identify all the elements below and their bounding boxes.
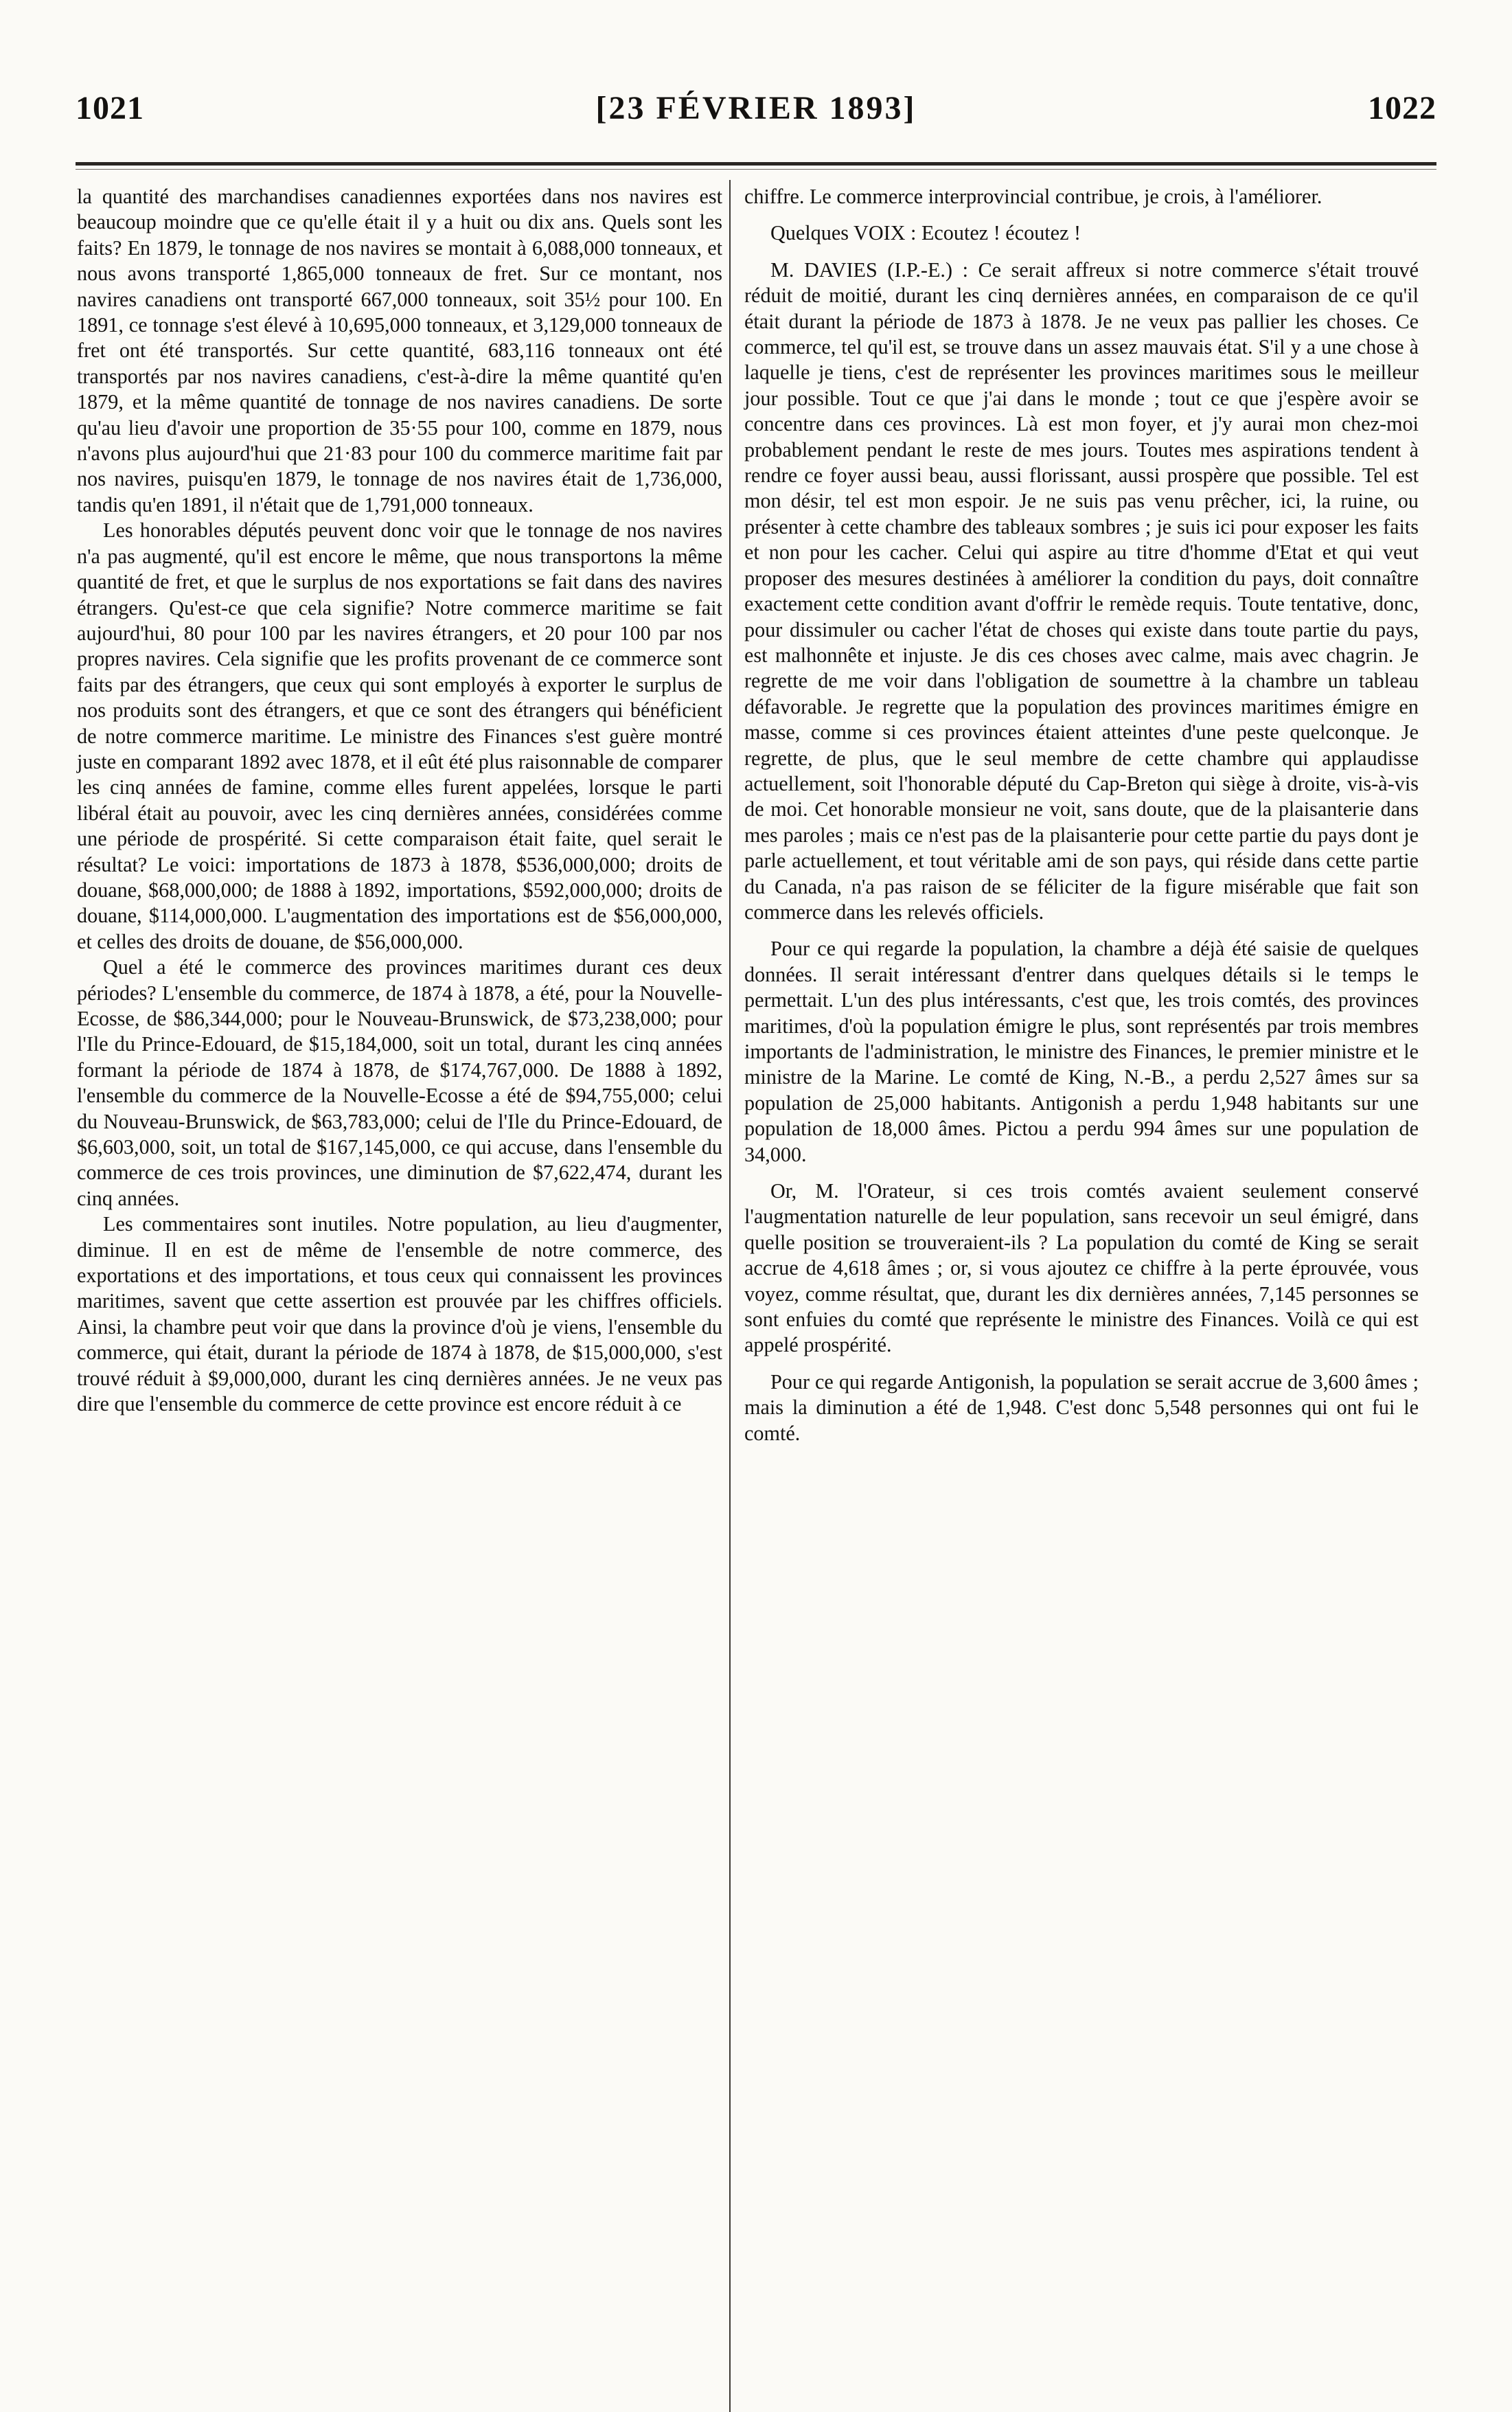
right-paragraph-5: Or, M. l'Orateur, si ces trois comtés avaient seulement conservé l'augmentation naturelle de leur population, sans recevoir un seul émigré, dans quelle position se trouveraient-ils ? La population du comté de King se serait accrue de 4,618 âmes ; or, si vous ajoutez ce chiffre à la perte éprouvée, vous voyez, comme résultat, que, durant les dix dernières années, 7,145 personnes se sont enfuies du comté que représente le ministre des Finances. Voilà ce qui est appelé prospérité. bbox=[744, 1179, 1419, 1357]
right-paragraph-1: chiffre. Le commerce interprovincial contribue, je crois, à l'améliorer. bbox=[744, 185, 1322, 208]
left-paragraph-3: Quel a été le commerce des provinces maritimes durant ces deux périodes? L'ensemble du commerce, de 1874 à 1878, a été, pour la Nouvelle-Ecosse, de $86,344,000; pour le Nouveau-Brunswick, de $73,238,000; pour l'Ile du Prince-Edouard, de $15,184,000, soit un total, durant les cinq années formant la période de 1874 à 1878, de $174,767,000. De 1888 à 1892, l'ensemble du commerce de la Nouvelle-Ecosse a été de $94,755,000; celui du Nouveau-Brunswick, de $63,783,000; celui de l'Ile du Prince-Edouard, de $6,603,000, soit, un total de $167,145,000, ce qui accuse, dans l'ensemble du commerce de ces trois provinces, une diminution de $7,622,474, durant les cinq années. bbox=[77, 955, 722, 1210]
page-date: [23 FÉVRIER 1893] bbox=[595, 90, 917, 126]
right-paragraph-6: Pour ce qui regarde Antigonish, la population se serait accrue de 3,600 âmes ; mais la diminution a été de 1,948. C'est donc 5,548 personnes qui ont fui le comté. bbox=[744, 1369, 1419, 1445]
page-number-right: 1022 bbox=[1368, 90, 1436, 126]
left-paragraph-2: Les honorables députés peuvent donc voir que le tonnage de nos navires n'a pas augmenté, qu'il est encore le même, que nous transportons la même quantité de fret, et que le surplus de nos exportations se fait dans des navires étrangers. Qu'est-ce que cela signifie? Notre commerce maritime se fait aujourd'hui, 80 pour 100 par les navires étrangers, et 20 pour 100 par nos propres navires. Cela signifie que les profits provenant de ce commerce sont faits par des étrangers, que ceux qui sont employés à exporter le surplus de nos produits sont des étrangers, et que ce sont des étrangers qui bénéficient de notre commerce maritime. Le ministre des Finances s'est guère montré juste en comparant 1892 avec 1878, et il eût été plus raisonnable de comparer les cinq années de famine, comme elles furent appelées, lorsque le parti libéral était au pouvoir, avec les cinq dernières années, considérées comme une période de prospérité. Si cette comparaison était faite, quel serait le résultat? Le voici: importations de 1873 à 1878, $536,000,000; droits de douane, $68,000,000; de 1888 à 1892, importations, $592,000,000; droits de douane, $114,000,000. L'augmentation des importations est de $56,000,000, et celles des droits de douane, de $56,000,000. bbox=[77, 519, 722, 953]
right-paragraph-4: Pour ce qui regarde la population, la chambre a déjà été saisie de quelques données. Il serait intéressant d'entrer dans quelques détails si le temps le permettait. L'un des plus intéressants, c'est que, les trois comtés, des provinces maritimes, d'où la population émigre le plus, sont représentés par trois membres importants de l'administration, le ministre des Finances, le premier ministre et le ministre de la Marine. Le comté de King, N.-B., a perdu 2,527 âmes sur sa population de 25,000 habitants. Antigonish a perdu 1,948 habitants sur une population de 18,000 âmes. Pictou a perdu 994 âmes sur une population de 34,000. bbox=[744, 937, 1419, 1166]
page-header bbox=[76, 89, 1436, 151]
page-number-left: 1021 bbox=[76, 90, 144, 126]
right-paragraph-3: M. DAVIES (I.P.-E.) : Ce serait affreux si notre commerce s'était trouvé réduit de moitié, durant les cinq dernières années, en comparaison de ce qu'il était durant la période de 1873 à 1878. Je ne veux pas pallier les choses. Ce commerce, tel qu'il est, se trouve dans un assez mauvais état. S'il y a une chose à laquelle je tiens, c'est de représenter les provinces maritimes sous le meilleur jour possible. Tout ce que j'ai dans le monde ; tout ce que j'espère avoir se concentre dans ces provinces. Là est mon foyer, et j'y aurai mon chez-moi probablement pendant le reste de mes jours. Toutes mes aspirations tendent à rendre ce foyer aussi beau, aussi florissant, aussi prospère que possible. Tel est mon désir, tel est mon espoir. Je ne suis pas venu prêcher, ici, la ruine, ou présenter à cette chambre des tableaux sombres ; je suis ici pour exposer les faits et non pour les cacher. Celui qui aspire au titre d'homme d'Etat et qui veut proposer des mesures destinées à améliorer la condition du pays, doit connaître exactement cette condition avant d'offrir le remède requis. Toute tentative, donc, pour dissimuler ou cacher l'état de choses qui existe dans toute partie du pays, est malhonnête et injuste. Je dis ces choses avec calme, mais avec chagrin. Je regrette de me voir dans l'obligation de soumettre à la chambre un tableau défavorable. Je regrette que la population des provinces maritimes émigre en masse, comme si ces provinces étaient atteintes d'une peste quelconque. Je regrette, de plus, que le seul membre de cette chambre qui applaudisse actuellement, soit l'honorable député du Cap-Breton qui siège à droite, vis-à-vis de moi. Cet honorable monsieur ne voit, sans doute, que de la plaisanterie dans mes paroles ; mais ce n'est pas de la plaisanterie pour cette partie du pays dont je parle actuellement, et tout véritable ami de son pays, qui réside dans cette partie du Canada, n'a pas raison de se féliciter de la figure misérable que fait son commerce dans les relevés officiels. bbox=[744, 258, 1419, 924]
header-rule-thin bbox=[76, 169, 1436, 170]
right-paragraph-2: Quelques VOIX : Ecoutez ! écoutez ! bbox=[770, 221, 1081, 245]
column-separator bbox=[729, 180, 731, 2412]
left-paragraph-4: Les commentaires sont inutiles. Notre population, au lieu d'augmenter, diminue. Il en est de même de l'ensemble de notre commerce, des exportations et des importations, et tous ceux qui connaissent les provinces maritimes, savent que cette assertion est prouvée par les chiffres officiels. Ainsi, la chambre peut voir que dans la province d'où je viens, l'ensemble du commerce, qui était, durant la période de 1874 à 1878, de $15,000,000, s'est trouvé réduit à $9,000,000, durant les cinq dernières années. Je ne veux pas dire que l'ensemble du commerce de cette province est encore réduit à ce bbox=[77, 1212, 722, 1416]
left-column bbox=[77, 184, 722, 1418]
right-column bbox=[744, 184, 1419, 1446]
header-rule bbox=[76, 162, 1436, 166]
left-paragraph-1: la quantité des marchandises canadiennes exportées dans nos navires est beaucoup moindre que ce qu'elle était il y a huit ou dix ans. Quels sont les faits? En 1879, le tonnage de nos navires se montait à 6,088,000 tonneaux, et nous avons transporté 1,865,000 tonneaux de fret. Sur ce montant, nos navires canadiens ont transporté 667,000 tonneaux, soit 35½ pour 100. En 1891, ce tonnage s'est élevé à 10,695,000 tonneaux, et 3,129,000 tonneaux de fret ont été transportés. Sur cette quantité, 683,116 tonneaux ont été transportés par nos navires canadiens, c'est-à-dire la même quantité qu'en 1879, et la même quantité de tonnage de nos navires canadiens. De sorte qu'au lieu d'avoir une proportion de 35·55 pour 100, comme en 1879, nous n'avons plus aujourd'hui que 21·83 pour 100 du commerce maritime fait par nos navires, puisqu'en 1879, le tonnage de nos navires était de 1,736,000, tandis qu'en 1891, il n'était que de 1,791,000 tonneaux. bbox=[77, 185, 722, 516]
